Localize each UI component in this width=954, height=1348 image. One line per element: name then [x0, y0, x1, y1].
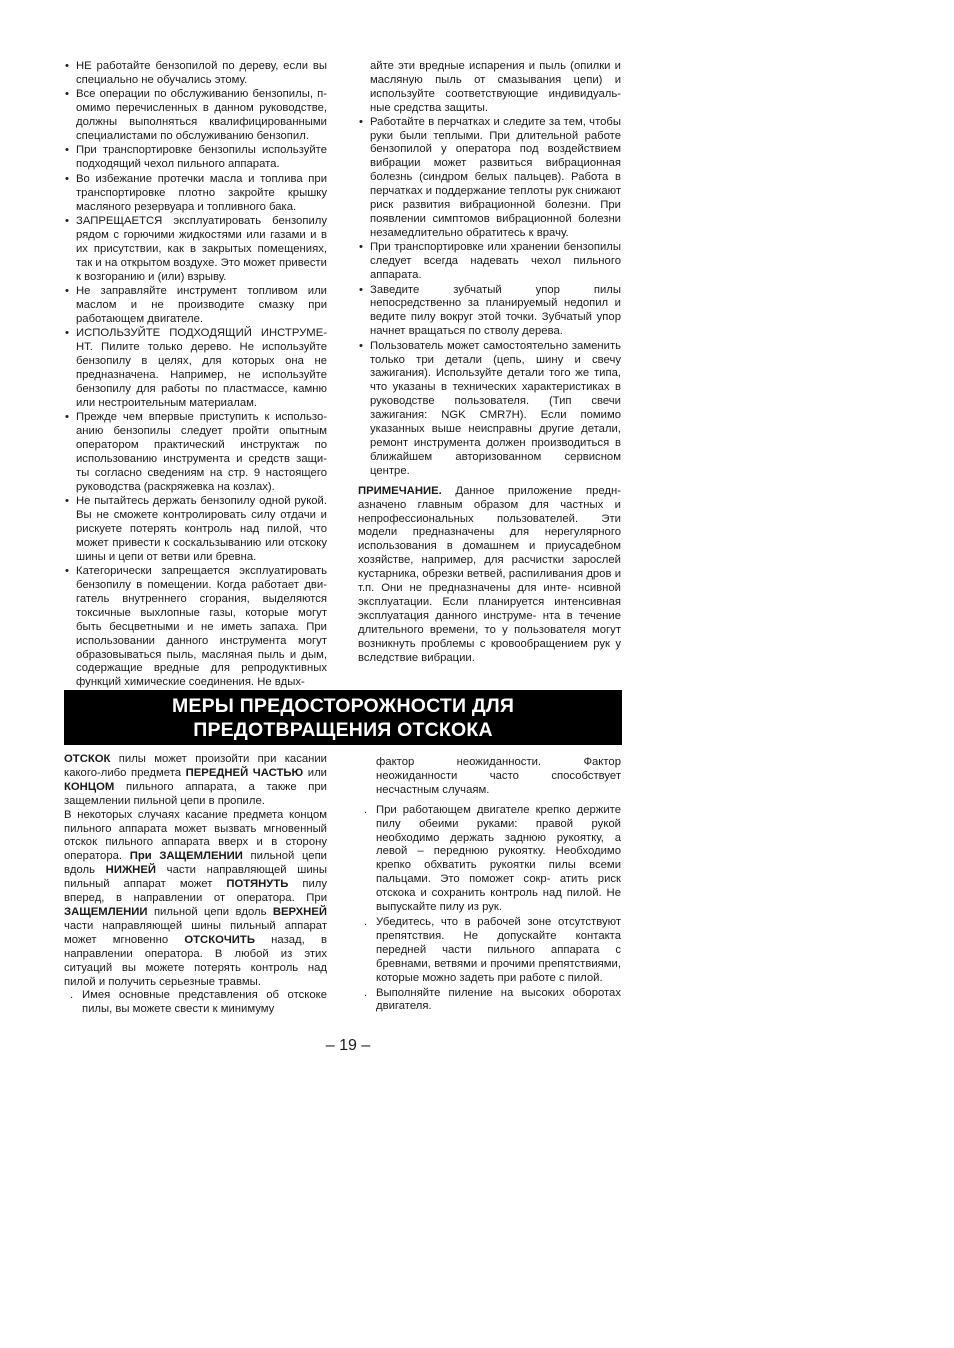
kickback-right-column [358, 756, 621, 1015]
bold-term: ПОТЯНУТЬ [226, 878, 289, 891]
text-run: пилу вперед, в направлении от оператора. При [64, 878, 328, 905]
note-label: ПРИМЕЧАНИЕ. [358, 484, 442, 497]
bold-term: ОТСКОЧИТЬ [184, 933, 255, 946]
kickback-list [358, 804, 621, 1015]
heading-line-2: ПРЕДОТВРАЩЕНИЯ ОТСКОКА [193, 718, 493, 741]
kickback-left-column [64, 753, 327, 1018]
list-item: • Заведите зубчатый упор пилы непосредственно за планируемый недопил и ведите пилу вокруг этой точки. Зубчатый упор начнет вращаться по стволу дерева. [358, 284, 621, 340]
bold-term: ВЕРХНЕЙ [272, 905, 327, 918]
bold-term: ОТСКОК [64, 753, 111, 765]
bold-term: НИЖНЕЙ [105, 864, 156, 877]
text-run: пильного аппарата, а также при защемлении пильной цепи в пропиле. [64, 780, 327, 807]
list-item: • Прежде чем впервые приступить к использо- анию бензопилы следует пройти опытным оператором практический инструктаж по использованию инструмента и средств защи- ты согласно сведениям на стр. 9 настоящего руководства (раскряжевка на козлах). [64, 411, 327, 494]
note-paragraph [358, 485, 621, 666]
page-number: – 19 – [325, 1037, 371, 1054]
left-column-safety-list [64, 60, 327, 691]
bold-term: ПЕРЕДНЕЙ ЧАСТЬЮ [185, 766, 304, 779]
list-item: . При работающем двигателе крепко держите пилу обеими руками: правой рукой необходимо держать заднюю рукоятку, а левой – переднюю рукоятку. Необходимо крепко обхватить рукоятки пилы всеми пальцами. Это поможет сокр- атить риск отскока и сохранить контроль над пилой. Не выпускайте пилу из рук. [358, 804, 621, 915]
text-run: пильной цепи вдоль [147, 905, 273, 918]
text-run: части направляющей шины пильный аппарат может [64, 864, 327, 891]
text-run: назад, в направлении оператора. В любой из этих ситуаций вы можете потерять контроль над пилой и получить серьезные травмы. [64, 933, 327, 988]
list-item: • ЗАПРЕЩАЕТСЯ эксплуатировать бензопилу рядом с горючими жидкостями или газами и в их присутствии, как в закрытых помещениях, так и на открытом воздухе. Это может привести к возгоранию и (или) взрыву. [64, 215, 327, 285]
right-column-safety-list [358, 60, 621, 665]
list-item: • ИСПОЛЬЗУЙТЕ ПОДХОДЯЩИЙ ИНСТРУМЕ- НТ. Пилите только дерево. Не используйте бензопилу в целях, для которых она не предназначена. Например, не используйте бензопилу для работы по пластмассе, камню или нестроительным материалам. [64, 327, 327, 410]
list-item: • Во избежание протечки масла и топлива при транспортировке плотно закройте крышку масляного резервуара и топливного бака. [64, 173, 327, 215]
text-run: части направляющей шины пильный аппарат может мгновенно [64, 919, 327, 946]
list-item: . Имея основные представления об отскоке пилы, вы можете свести к минимуму [64, 989, 327, 1017]
list-item: • Работайте в перчатках и следите за тем, чтобы руки были теплыми. При длительной работе бензопилой у оператора под воздействием вибрации может развиться вибрационная болезнь (синдром белых пальцев). Работа в перчатках и поддержание теплоты рук снижают риск развития вибрационной болезни. При появлении симптомов вибрационной болезни незамедлительно обратитесь к врачу. [358, 116, 621, 241]
list-item: . Убедитесь, что в рабочей зоне отсутствуют препятствия. Не допускайте контакта передней части пильного аппарата с бревнами, ветвями и прочими препятствиями, которые можно задеть при работе с пилой. [358, 916, 621, 986]
heading-line-1: МЕРЫ ПРЕДОСТОРОЖНОСТИ ДЛЯ [171, 694, 515, 717]
list-item: • НЕ работайте бензопилой по дереву, если вы специально не обучались этому. [64, 60, 327, 88]
list-item: • Не заправляйте инструмент топливом или маслом и не производите смазку при работающем двигателе. [64, 285, 327, 327]
bold-term: При ЗАЩЕМЛЕНИИ [129, 850, 243, 863]
bold-term: КОНЦОМ [64, 780, 115, 793]
list-item: • При транспортировке или хранении бензопилы следует всегда надевать чехол пильного аппарата. [358, 241, 621, 283]
kickback-paragraph-2 [64, 809, 327, 990]
continued-text: айте эти вредные испарения и пыль (опилки и масляную пыль от смазывания цепи) и используйте соответствующие индивидуаль- ные средства защиты. [370, 60, 621, 114]
list-item: • Пользователь может самостоятельно заменить только три детали (цепь, шину и свечу зажигания). Используйте детали того же типа, что указаны в технических характеристиках в руководстве пользователя. (Тип свечи зажигания: NGK CMR7H). Если помимо указанных выше неисправны другие детали, ремонт инструмента должен производиться в ближайшем авторизованном сервисном центре. [358, 340, 621, 479]
text-run: или [303, 766, 327, 779]
list-item: • Категорически запрещается эксплуатировать бензопилу в помещении. Когда работает дви- гатель внутреннего сгорания, выделяются токсичные выхлопные газы, которые могут быть бесцветными и не иметь запаха. При использовании данного инструмента могут образовываться пыль, масляная пыль и дым, содержащие вредные для репродуктивных функций химические соединения. Не вдых- [64, 565, 327, 690]
list-item: . Выполняйте пиление на высоких оборотах двигателя. [358, 987, 621, 1015]
list-item: • Не пытайтесь держать бензопилу одной рукой. Вы не сможете контролировать силу отдачи и рискуете потерять контроль над пилой, что может привести к соскальзыванию или отскоку шины и цепи от ветви или бревна. [64, 495, 327, 565]
section-heading-banner [64, 690, 622, 745]
text-run: пилы может произойти при касании какого-либо предмета [64, 753, 327, 779]
note-text: Данное приложение предн- азначено главным образом для частных и непрофессиональных пользователей. Эти модели предназначены для нерегулярного использования в домашнем и приусадебном хозяйстве, например, для расчистки зарослей кустарника, обрезки ветвей, распиливания дров и т.п. Они не предназначены для инте- нсивной эксплуатации. Если планируется интенсивная эксплуатация данного инструме- нта в течение длительного времени, то у пользователя могут возникнуть проблемы с кровообращением рук у вследствие вибрации. [358, 484, 621, 664]
kickback-list [64, 989, 327, 1017]
bold-term: ЗАЩЕМЛЕНИИ [64, 905, 148, 918]
list-item: • Все операции по обслуживанию бензопилы, п- омимо перечисленных в данном руководстве, должны выполняться квалифицированными специалистами по обслуживанию бензопил. [64, 88, 327, 144]
safety-bullet-list [358, 116, 621, 479]
continued-text: фактор неожиданности. Фактор неожиданности часто способствует несчастным случаям. [376, 756, 621, 796]
kickback-paragraph-1 [64, 753, 327, 809]
list-item: • При транспортировке бензопилы используйте подходящий чехол пильного аппарата. [64, 144, 327, 172]
text-run: В некоторых случаях касание предмета концом пильного аппарата может вызвать мгновенный отскок пильного аппарата вверх и в сторону оператора. [64, 808, 327, 863]
safety-bullet-list [64, 60, 327, 690]
text-run: пильной цепи вдоль [64, 850, 327, 877]
